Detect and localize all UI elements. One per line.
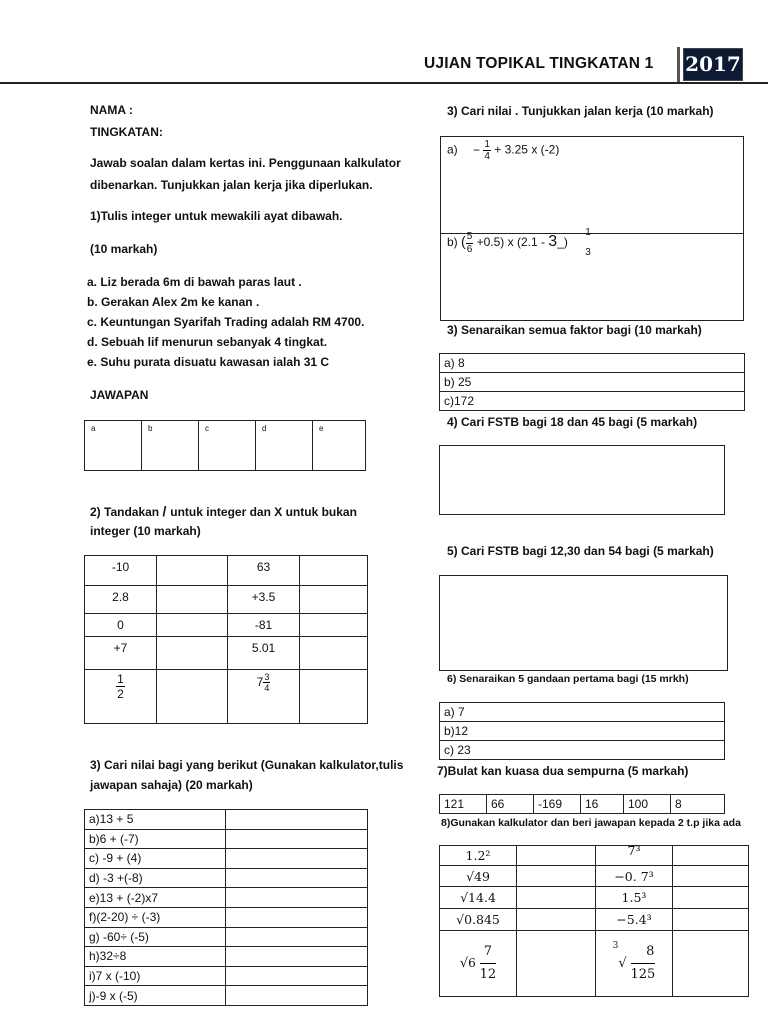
table-row: e)13 + (-2)x7 xyxy=(85,888,368,908)
q3a-expression: a) − $\frac{1}{4}$ + 3.25 x (-2) xyxy=(447,139,560,162)
perfect-square-table xyxy=(439,794,725,814)
question-3-left-line-1: 3) Cari nilai bagi yang berikut (Gunakan kalkulator,tulis xyxy=(90,758,404,772)
table-row: c) -9 + (4) xyxy=(85,849,368,869)
class-label: TINGKATAN: xyxy=(90,125,163,139)
table-row xyxy=(85,670,368,724)
table-row: a) 7 xyxy=(440,703,725,722)
list-item: c. Keuntungan Syarifah Trading adalah RM 4700. xyxy=(87,315,365,329)
table-row: √0.845 −5.4³ xyxy=(440,909,749,931)
table-row: a) 8 xyxy=(440,354,745,373)
question-1-text: 1)Tulis integer untuk mewakili ayat dibawah. xyxy=(90,209,343,223)
header-divider xyxy=(677,47,680,84)
table-row: 0 -81 xyxy=(85,614,368,637)
answer-cell-e[interactable]: e xyxy=(313,421,366,471)
q3b-expression: b) ( $\frac{5}{6}$ +0.5) x (2.1 - 3_) 1 3 xyxy=(447,227,591,258)
sqrt-mixed-expression: √6 $\frac{7}{12}$ xyxy=(460,956,496,970)
table-row: f)(2-20) ÷ (-3) xyxy=(85,907,368,927)
question-2-line-2: integer (10 markah) xyxy=(90,524,201,538)
powers-roots-table xyxy=(439,845,749,997)
table-row: √49 −0. 7³ xyxy=(440,866,749,887)
table-row: g) -60÷ (-5) xyxy=(85,927,368,947)
instructions-line-2: dibenarkan. Tunjukkan jalan kerja jika diperlukan. xyxy=(90,178,373,192)
answer-cell-b[interactable]: b xyxy=(142,421,199,471)
cube-root-expression: $^3$√ $\frac{8}{125}$ xyxy=(613,956,656,970)
fraction-half: $\frac{1}{2}$ xyxy=(117,672,124,701)
list-item: b. Gerakan Alex 2m ke kanan . xyxy=(87,295,260,309)
question-5-text: 4) Cari FSTB bagi 18 dan 45 bagi (5 markah) xyxy=(447,415,698,429)
page-header-title: UJIAN TOPIKAL TINGKATAN 1 xyxy=(424,55,654,72)
table-row: d) -3 +(-8) xyxy=(85,868,368,888)
question-1-marks: (10 markah) xyxy=(90,242,158,256)
table-row: i)7 x (-10) xyxy=(85,966,368,986)
year-badge: 2017 xyxy=(683,48,743,81)
instructions-line-1: Jawab soalan dalam kertas ini. Penggunaan kalkulator xyxy=(90,156,401,170)
question-1-items xyxy=(87,272,364,372)
table-row: 1.2² 7³ xyxy=(440,846,749,866)
calculation-table xyxy=(84,809,368,1006)
table-row: c) 23 xyxy=(440,741,725,760)
factor-table xyxy=(439,353,745,411)
table-row: 121 66 -169 16 100 8 xyxy=(440,795,725,814)
table-row: b)6 + (-7) xyxy=(85,829,368,849)
question-9-text: 8)Gunakan kalkulator dan beri jawapan kepada 2 t.p jika ada xyxy=(441,817,741,829)
table-row: +7 5.01 xyxy=(85,637,368,670)
integer-check-table xyxy=(84,555,368,724)
table-row xyxy=(440,931,749,997)
multiples-table xyxy=(439,702,725,760)
name-label: NAMA : xyxy=(90,103,133,117)
question-7-text: 6) Senaraikan 5 gandaan pertama bagi (15 mrkh) xyxy=(447,673,689,685)
work-box-q6[interactable] xyxy=(439,575,728,671)
table-row: h)32÷8 xyxy=(85,947,368,967)
question-4-text: 3) Senaraikan semua faktor bagi (10 markah) xyxy=(447,323,702,337)
question-2-line-1: 2) Tandakan / untuk integer dan X untuk bukan xyxy=(90,503,357,519)
question-8-text: 7)Bulat kan kuasa dua sempurna (5 markah) xyxy=(437,764,689,778)
answer-table-q1 xyxy=(84,420,366,471)
answer-cell-d[interactable]: d xyxy=(256,421,313,471)
header-rule xyxy=(0,82,768,84)
mixed-number: 7 $\frac{3}{4}$ xyxy=(256,672,270,693)
table-row: -10 63 xyxy=(85,556,368,586)
table-row: √14.4 1.5³ xyxy=(440,887,749,909)
table-row: b)12 xyxy=(440,722,725,741)
answer-heading: JAWAPAN xyxy=(90,388,149,402)
table-row: b) 25 xyxy=(440,373,745,392)
work-box-q5[interactable] xyxy=(439,445,725,515)
table-row: a)13 + 5 xyxy=(85,810,368,830)
list-item: d. Sebuah lif menurun sebanyak 4 tingkat. xyxy=(87,335,328,349)
question-3-right: 3) Cari nilai . Tunjukkan jalan kerja (10 markah) xyxy=(447,104,714,118)
table-row: c)172 xyxy=(440,392,745,411)
work-box-q3[interactable] xyxy=(440,136,744,321)
list-item: e. Suhu purata disuatu kawasan ialah 31 C xyxy=(87,355,330,369)
question-6-text: 5) Cari FSTB bagi 12,30 dan 54 bagi (5 markah) xyxy=(447,544,714,558)
answer-cell-c[interactable]: c xyxy=(199,421,256,471)
question-3-left-line-2: jawapan sahaja) (20 markah) xyxy=(90,778,253,792)
table-row: j)-9 x (-5) xyxy=(85,986,368,1006)
answer-cell-a[interactable]: a xyxy=(85,421,142,471)
table-row: 2.8 +3.5 xyxy=(85,586,368,614)
list-item: a. Liz berada 6m di bawah paras laut . xyxy=(87,275,302,289)
